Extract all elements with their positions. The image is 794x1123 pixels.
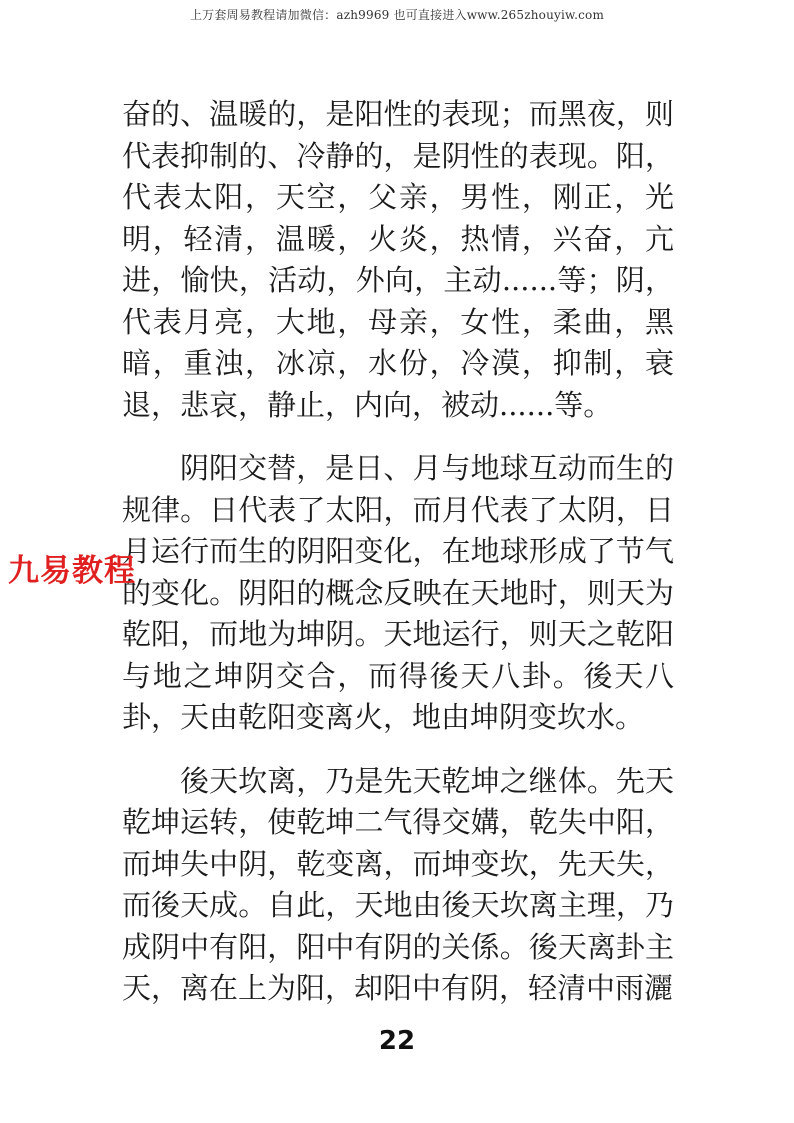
page-number: 22 (378, 1026, 416, 1056)
watermark-logo: 九易教程 (8, 553, 136, 589)
paragraph-2: 阴阳交替，是日、月与地球互动而生的规律。日代表了太阳，而月代表了太阴，日月运行而生的阴阳变化，在地球形成了节气的变化。阴阳的概念反映在天地时，则天为乾阳，而地为坤阴。天地运行，则天之乾阳与地之坤阴交合，而得後天八卦。後天八卦，天由乾阳变离火，地由坤阴变坎水。 (122, 451, 674, 734)
paragraph-3: 後天坎离，乃是先天乾坤之继体。先天乾坤运转，使乾坤二气得交媾，乾失中阳，而坤失中阴，乾变离，而坤变坎，先天失，而後天成。自此，天地由後天坎离主理，乃成阴中有阳，阳中有阴的关係。後天离卦主天，离在上为阳，却阳中有阴，轻清中雨灑 (122, 763, 674, 1005)
paragraph-1: 奋的、温暖的，是阳性的表现；而黑夜，则代表抑制的、冷静的，是阴性的表现。阳，代表太阳，天空，父亲，男性，刚正，光明，轻清，温暖，火炎，热情，兴奋，亢进，愉快，活动，外向，主动......等；阴，代表月亮，大地，母亲，女性，柔曲，黑暗，重浊，冰凉，水份，冷漠，抑制，衰退，悲哀，静止，内向，被动......等。 (122, 97, 674, 422)
body-text (122, 94, 674, 1032)
page-header: 上万套周易教程请加微信：azh9969 也可直接进入www.265zhouyiw.com (189, 8, 605, 22)
